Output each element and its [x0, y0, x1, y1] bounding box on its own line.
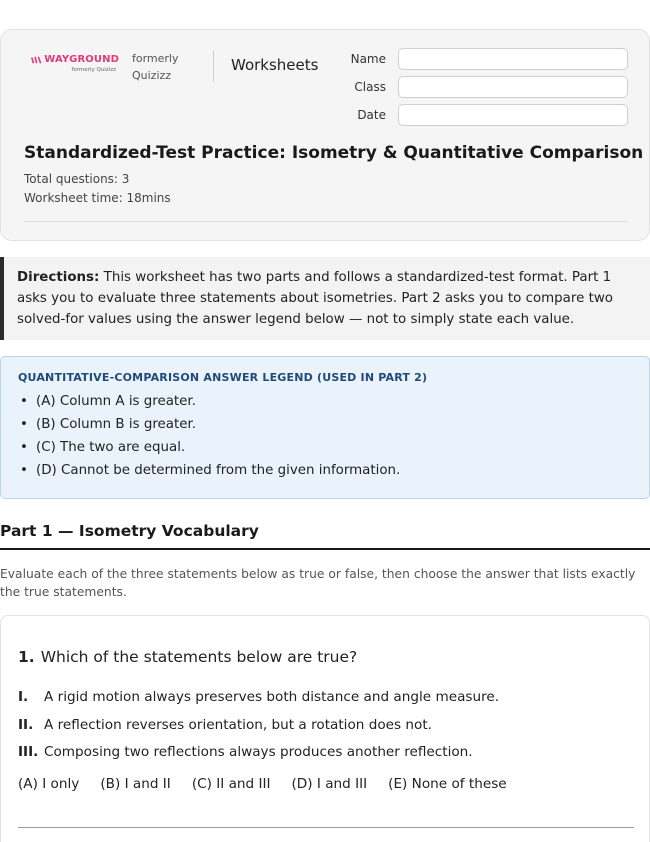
- worksheet-header: [0, 29, 650, 241]
- question-text: Which of the statements below are true?: [40, 648, 358, 666]
- statement-text: A reflection reverses orientation, but a rotation does not.: [44, 717, 433, 733]
- legend-item-text: (B) Column B is greater.: [36, 417, 197, 432]
- bullet-icon: •: [20, 440, 28, 455]
- answer-choices: [18, 776, 507, 792]
- statement-item: [18, 689, 499, 705]
- part1-title: Part 1 — Isometry Vocabulary: [0, 522, 259, 540]
- worksheets-label: Worksheets: [231, 56, 319, 74]
- name-field[interactable]: [398, 48, 628, 70]
- directions-text: This worksheet has two parts and follows a standardized-test format. Part 1 asks you to evaluate three statements about isometries. Part 2 asks you to compare two solved-for values using the answer legend below — not to simply state each value.: [17, 270, 613, 327]
- statement-numeral: III.: [18, 744, 39, 760]
- directions-box: [0, 257, 650, 340]
- class-label: Class: [354, 80, 386, 94]
- legend-item-text: (C) The two are equal.: [36, 440, 186, 455]
- part1-intro: Evaluate each of the three statements below as true or false, then choose the answer that lists exactly the true statements.: [0, 567, 636, 599]
- choice-a[interactable]: (A) I only: [18, 776, 80, 792]
- header-divider: [213, 51, 214, 82]
- statement-item: [18, 744, 473, 760]
- date-field[interactable]: [398, 104, 628, 126]
- choice-b[interactable]: (B) I and II: [100, 776, 171, 792]
- question-prompt: [18, 648, 357, 666]
- worksheet-time: Worksheet time: 18mins: [24, 191, 171, 205]
- statement-text: Composing two reflections always produces another reflection.: [44, 744, 473, 760]
- legend-item-text: (D) Cannot be determined from the given information.: [36, 463, 401, 478]
- wayground-mark-icon: [31, 55, 42, 65]
- bullet-icon: •: [20, 417, 28, 432]
- wayground-logo: [31, 54, 119, 73]
- logo-text: WAYGROUND: [44, 54, 119, 65]
- statement-numeral: II.: [18, 717, 34, 733]
- question-card: [0, 615, 650, 842]
- document-title: Standardized-Test Practice: Isometry & Quantitative Comparison: [24, 143, 644, 163]
- statement-item: [18, 717, 432, 733]
- statement-text: A rigid motion always preserves both distance and angle measure.: [44, 689, 500, 705]
- part1-rule: [0, 548, 650, 550]
- legend-item-text: (A) Column A is greater.: [36, 394, 196, 409]
- class-field[interactable]: [398, 76, 628, 98]
- legend-item: [18, 413, 633, 436]
- legend-title: QUANTITATIVE-COMPARISON ANSWER LEGEND (USED IN PART 2): [18, 371, 428, 384]
- choice-c[interactable]: (C) II and III: [191, 776, 271, 792]
- date-label: Date: [357, 108, 386, 122]
- legend-item: [18, 390, 633, 413]
- name-label: Name: [350, 52, 386, 66]
- formerly-label: formerly: [132, 52, 179, 65]
- total-questions: Total questions: 3: [24, 172, 130, 186]
- logo-subtext: formerly Quizizz: [71, 67, 116, 73]
- header-rule: [24, 221, 628, 222]
- legend-item: [18, 459, 633, 482]
- choice-e[interactable]: (E) None of these: [388, 776, 507, 792]
- formerly-name: Quizizz: [132, 69, 172, 82]
- answer-legend: [0, 356, 650, 499]
- choice-d[interactable]: (D) I and III: [291, 776, 368, 792]
- statement-numeral: I.: [18, 689, 29, 705]
- legend-item: [18, 436, 633, 459]
- bullet-icon: •: [20, 394, 28, 409]
- answer-line: [18, 827, 634, 828]
- formerly-note: [132, 50, 192, 84]
- question-number: 1.: [18, 648, 35, 666]
- bullet-icon: •: [20, 463, 28, 478]
- directions-label: Directions:: [17, 270, 100, 285]
